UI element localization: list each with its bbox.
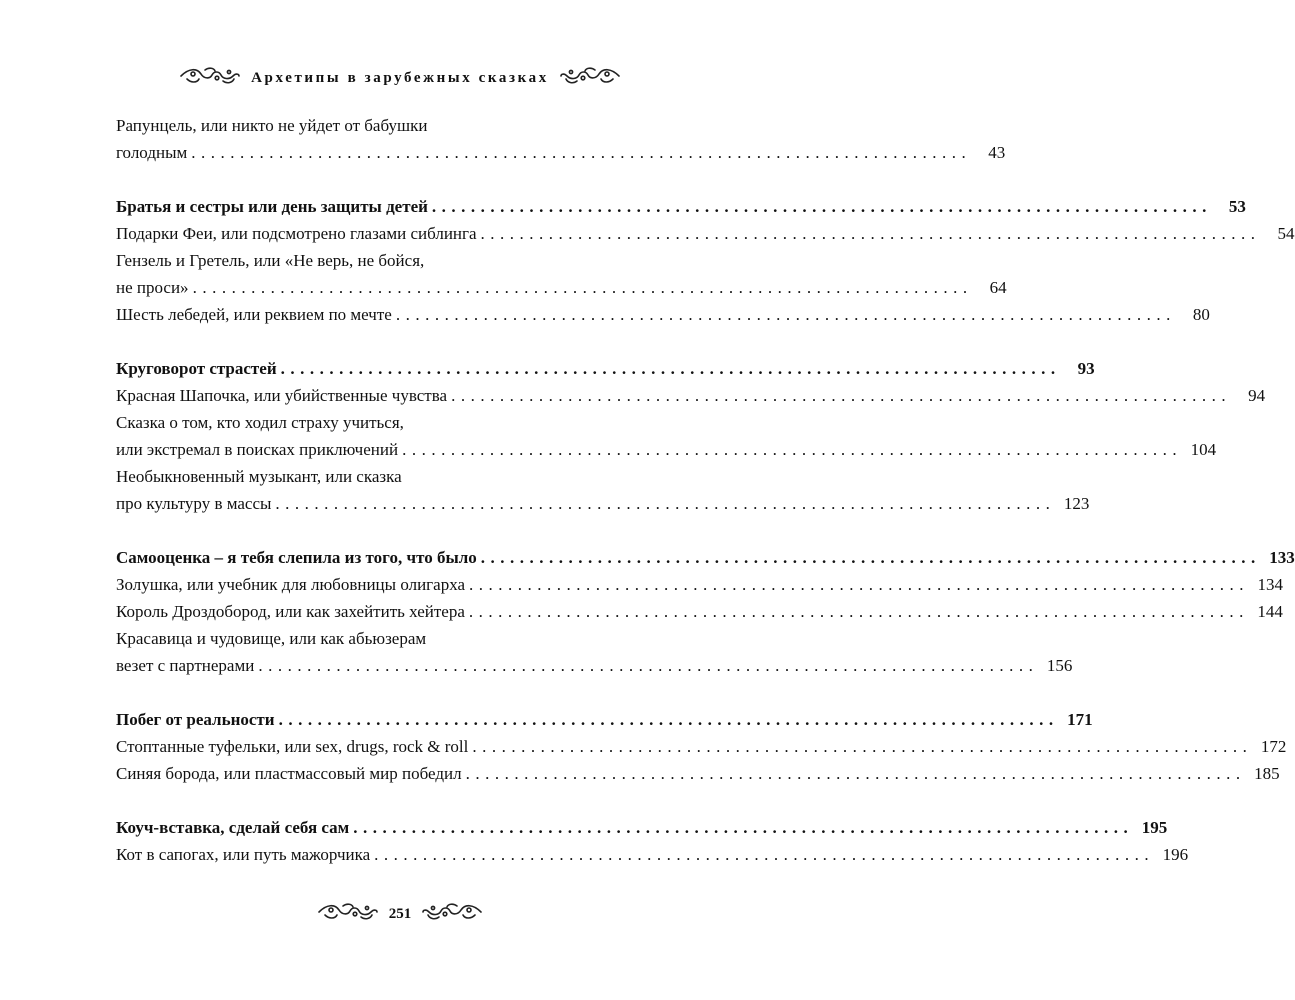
toc-section-heading: [116, 197, 1246, 224]
toc-leader-dots: ................................................................................: [191, 143, 972, 162]
toc-entry-page: 54: [1277, 224, 1295, 243]
toc-leader-dots: ................................................................................: [451, 386, 1232, 405]
toc-entry-page: 144: [1257, 602, 1283, 621]
toc-entry-title: Коуч-вставка, сделай себя сам: [116, 818, 350, 837]
toc-entry-page: 134: [1257, 575, 1284, 594]
toc-entry-page: 195: [1141, 818, 1168, 837]
toc-leader-dots: ................................................................................: [472, 737, 1253, 756]
toc-entry: [116, 575, 1284, 602]
toc-entry-title: Красавица и чудовище, или как абьюзерам: [116, 629, 427, 648]
toc-leader-dots: ................................................................................: [402, 440, 1183, 459]
toc-entry-page: 156: [1046, 656, 1073, 675]
floral-flourish-icon: [179, 66, 241, 91]
toc-entry-title: Самооценка – я тебя слепила из того, что было: [116, 548, 477, 567]
toc-leader-dots: ................................................................................: [353, 818, 1134, 837]
toc-entry-title: Необыкновенный музыкант, или сказка: [116, 467, 402, 486]
toc-entry-title: голодным: [116, 143, 188, 162]
page-footer: [0, 902, 800, 926]
toc-entry-title: Стоптанные туфельки, или sex, drugs, rock & roll: [116, 737, 469, 756]
toc-entry: [116, 629, 640, 656]
toc-entry-title: не проси»: [116, 278, 189, 297]
toc-leader-dots: ................................................................................: [469, 575, 1250, 594]
toc-leader-dots: ................................................................................: [395, 305, 1176, 324]
toc-entry: [116, 224, 1295, 251]
toc-leader-dots: ................................................................................: [278, 710, 1059, 729]
toc-entry-title: Золушка, или учебник для любовницы олигарха: [116, 575, 466, 594]
toc-entry-title: Подарки Феи, или подсмотрено глазами сиблинга: [116, 224, 477, 243]
toc-entry: [116, 494, 1090, 521]
toc-entry-title: везет с партнерами: [116, 656, 255, 675]
toc-entry-page: 64: [989, 278, 1007, 297]
toc-entry-title: Круговорот страстей: [116, 359, 277, 378]
toc-entry-page: 185: [1254, 764, 1280, 783]
toc-entry-page: 104: [1190, 440, 1217, 459]
toc-entry-title: Синяя борода, или пластмассовый мир победил: [116, 764, 462, 783]
toc-entry: [116, 467, 640, 494]
toc-entry-title: Шесть лебедей, или реквием по мечте: [116, 305, 392, 324]
toc-section-heading: [116, 710, 1093, 737]
toc-entry: [116, 413, 640, 440]
toc-leader-dots: ................................................................................: [192, 278, 973, 297]
floral-flourish-icon: [317, 902, 379, 927]
toc-entry: [116, 116, 640, 143]
floral-flourish-icon: [559, 66, 621, 91]
toc-entry-title: Рапунцель, или никто не уйдет от бабушки: [116, 116, 428, 135]
toc-entry-page: 171: [1067, 710, 1093, 729]
toc-entry-page: 80: [1192, 305, 1210, 324]
toc-entry: [116, 251, 640, 278]
page-number: 251: [388, 905, 412, 922]
toc-entry: [116, 845, 1189, 872]
toc-leader-dots: ................................................................................: [480, 224, 1261, 243]
toc-entry-page: 43: [988, 143, 1006, 162]
toc-entry-title: Кот в сапогах, или путь мажорчика: [116, 845, 371, 864]
toc-entry-title: Красная Шапочка, или убийственные чувства: [116, 386, 448, 405]
toc-leader-dots: ................................................................................: [280, 359, 1061, 378]
toc-entry-page: 172: [1260, 737, 1287, 756]
toc-section-heading: [116, 818, 1168, 845]
toc-entry: [116, 737, 1287, 764]
toc-leader-dots: ................................................................................: [258, 656, 1039, 675]
toc-leader-dots: ................................................................................: [468, 602, 1249, 621]
running-header: [0, 66, 800, 90]
toc-entry-title: Братья и сестры или день защиты детей: [116, 197, 428, 216]
toc-entry-title: Сказка о том, кто ходил страху учиться,: [116, 413, 404, 432]
header-title: Архетипы в зарубежных сказках: [251, 69, 549, 86]
toc-leader-dots: ................................................................................: [275, 494, 1056, 513]
toc-entry: [116, 440, 1217, 467]
toc-entry-title: Король Дроздобород, или как захейтить хейтера: [116, 602, 465, 621]
toc-entry-title: про культуру в массы: [116, 494, 272, 513]
toc-entry: [116, 656, 1073, 683]
floral-flourish-icon: [421, 902, 483, 927]
toc-entry-page: 53: [1228, 197, 1246, 216]
toc-entry: [116, 602, 1283, 629]
toc-entry-title: Гензель и Гретель, или «Не верь, не бойся,: [116, 251, 425, 270]
toc-section-heading: [116, 548, 1295, 575]
toc-entry: [116, 305, 1210, 332]
toc-entry-page: 93: [1077, 359, 1095, 378]
toc-entry-title: или экстремал в поисках приключений: [116, 440, 399, 459]
toc-entry: [116, 764, 1280, 791]
toc-entry-page: 133: [1269, 548, 1295, 567]
toc-entry-page: 123: [1063, 494, 1090, 513]
toc-entry: [116, 386, 1266, 413]
toc-entry-title: Побег от реальности: [116, 710, 275, 729]
toc-entry-page: 94: [1248, 386, 1266, 405]
toc-section-heading: [116, 359, 1095, 386]
toc-leader-dots: ................................................................................: [465, 764, 1246, 783]
toc-leader-dots: ................................................................................: [374, 845, 1155, 864]
toc-entry: [116, 278, 1007, 305]
toc-entry-page: 196: [1162, 845, 1189, 864]
toc-leader-dots: ................................................................................: [480, 548, 1261, 567]
toc-leader-dots: ................................................................................: [431, 197, 1212, 216]
toc-entry: [116, 143, 1006, 170]
